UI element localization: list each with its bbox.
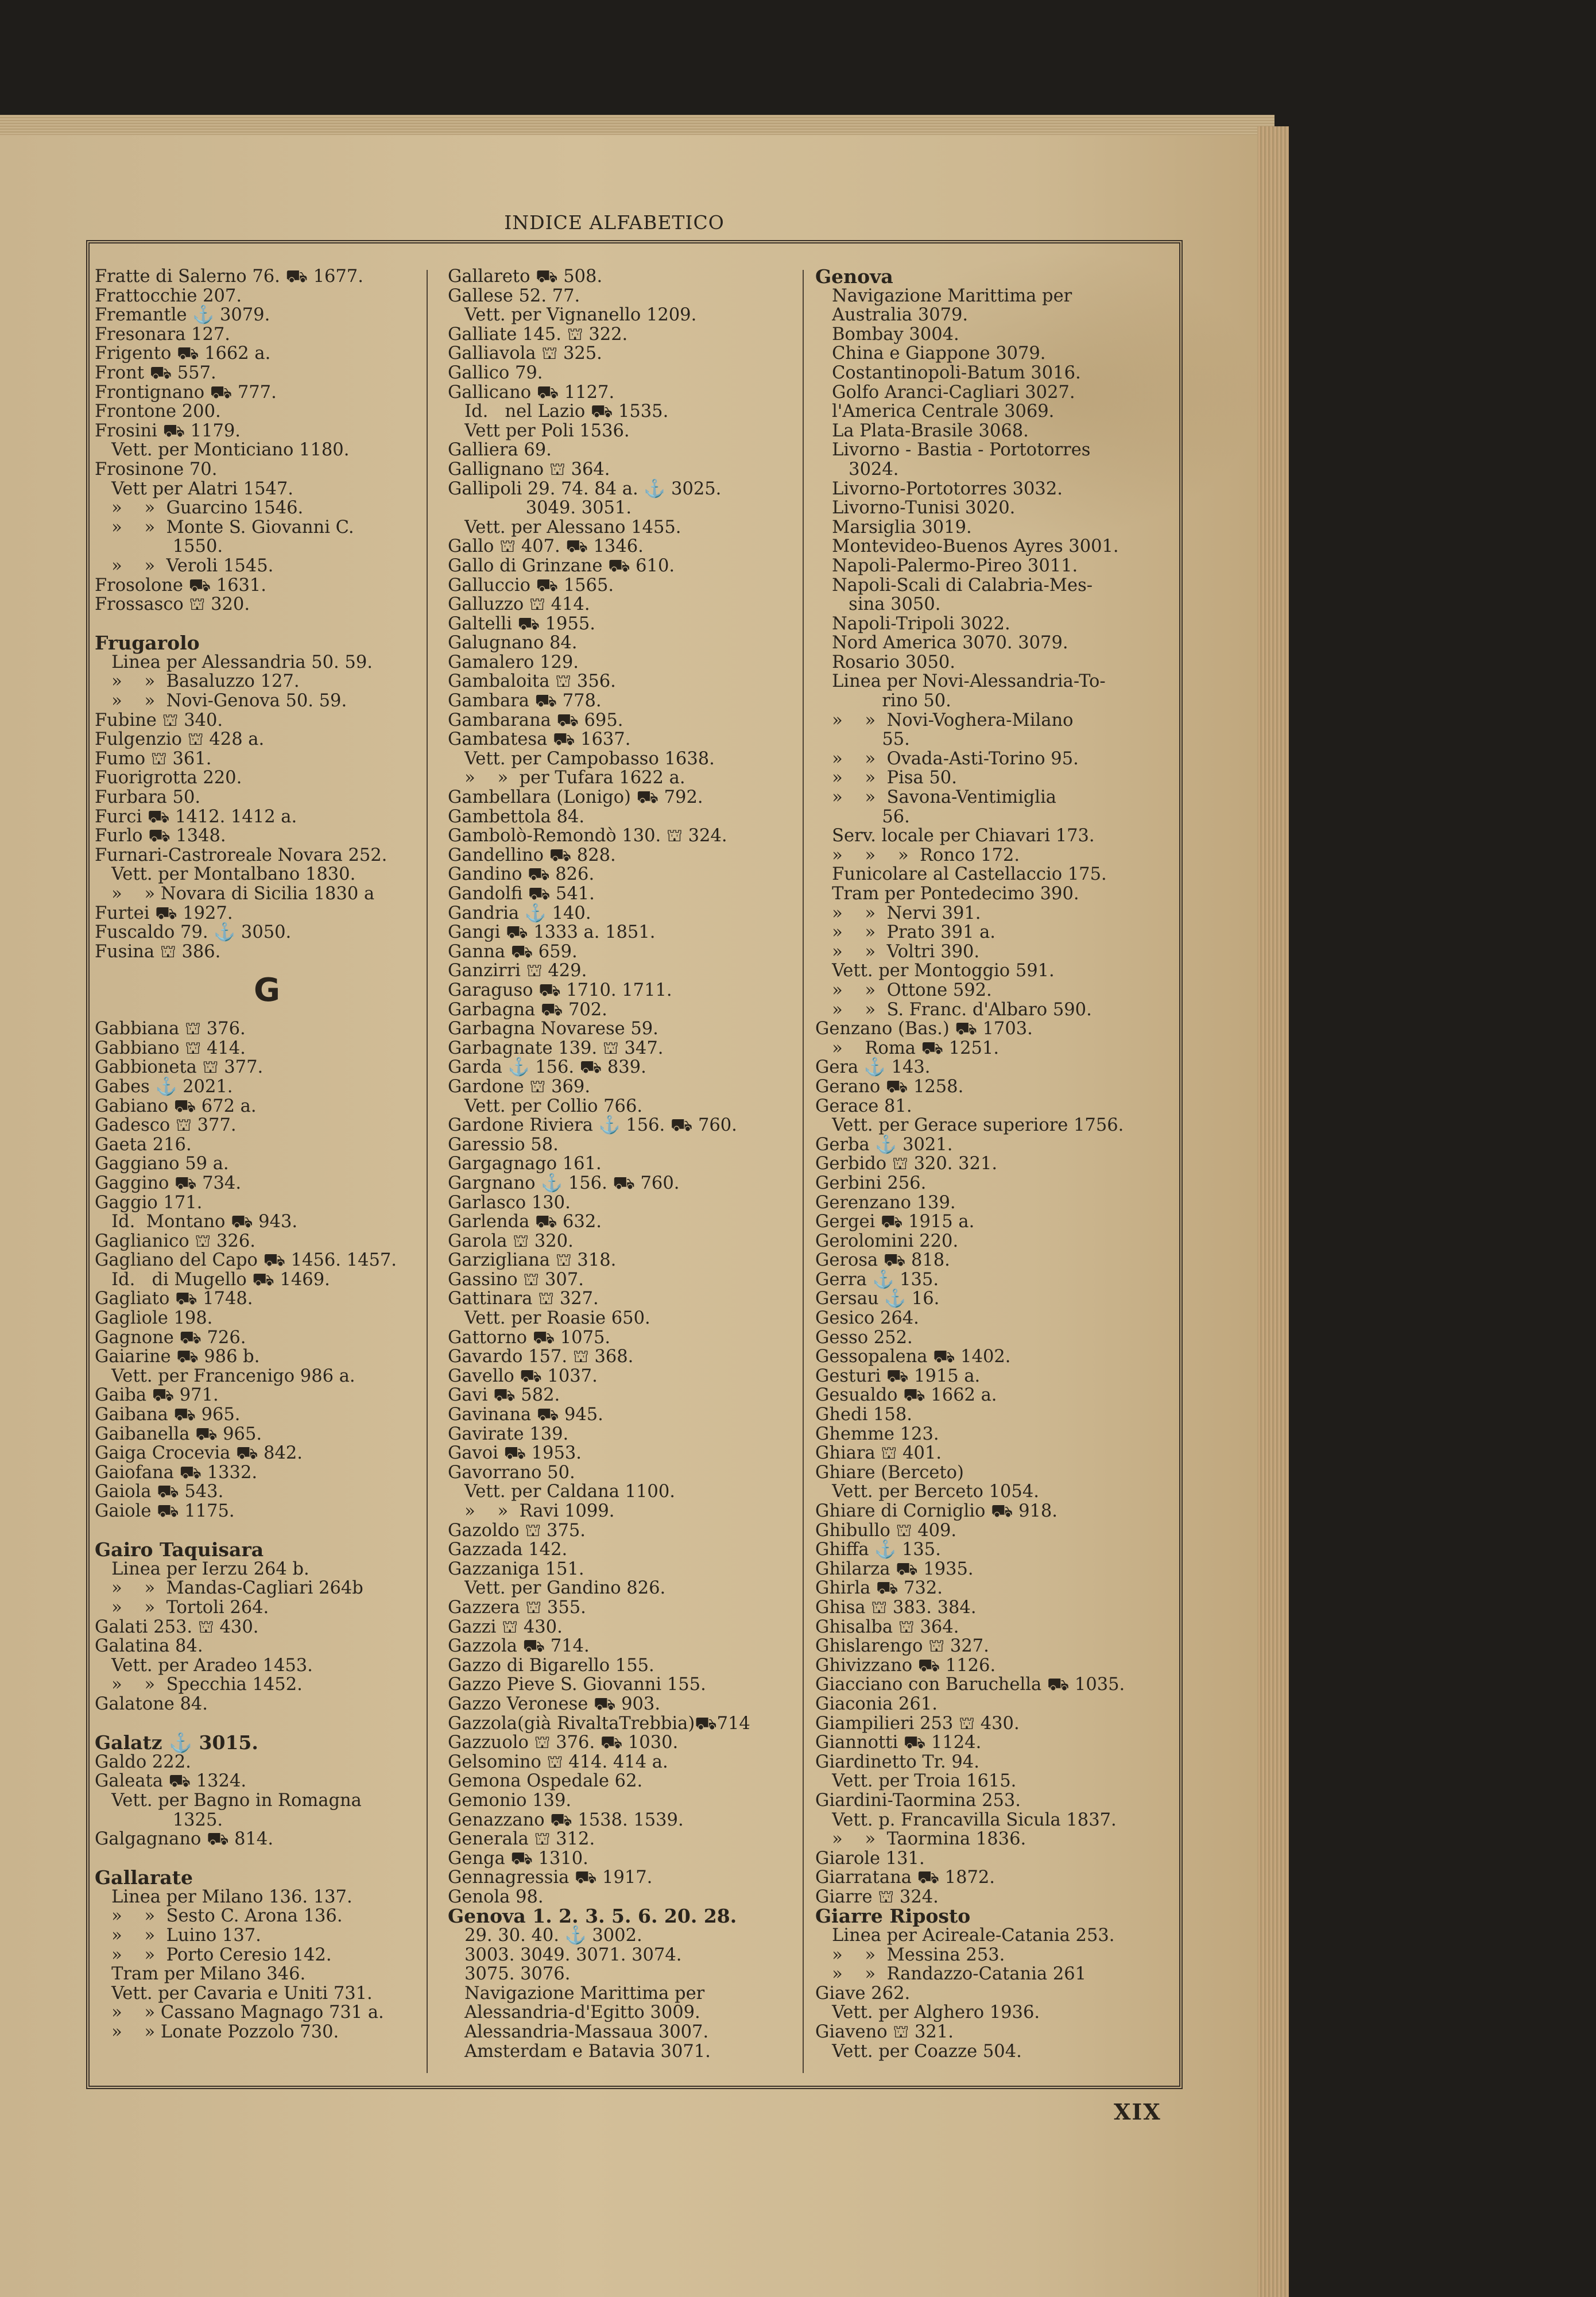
index-entry: » » Veroli 1545.: [95, 555, 274, 576]
index-entry: » » Novi-Voghera-Milano: [815, 710, 1074, 730]
index-entry: » » Specchia 1452.: [95, 1675, 303, 1695]
index-entry: Galatone 84.: [95, 1693, 208, 1714]
index-entry: Ghemme 123.: [815, 1424, 939, 1444]
index-entry: Golfo Aranci-Cagliari 3027.: [815, 382, 1075, 403]
index-entry: Giannotti ⛟ 1124.: [815, 1733, 982, 1753]
index-entry: Ghiara ⛫ 401.: [815, 1443, 942, 1464]
index-entry: Gersau ⚓ 16.: [815, 1289, 940, 1309]
index-entry: Vett. per Campobasso 1638.: [448, 748, 715, 769]
index-entry: Galliate 145. ⛫ 322.: [448, 324, 628, 345]
index-entry: » » Randazzo-Catania 261: [815, 1964, 1087, 1985]
index-entry: [95, 1521, 439, 1541]
index-entry: Giarre ⛫ 324.: [815, 1886, 939, 1907]
section-letter: G: [254, 971, 280, 1009]
index-entry: sina 3050.: [815, 594, 941, 615]
index-entry: » » Cassano Magnago 731 a.: [95, 2002, 384, 2023]
index-entry: Napoli-Palermo-Pireo 3011.: [815, 555, 1078, 576]
index-entry: Galluccio ⛟ 1565.: [448, 575, 614, 595]
index-entry: Furbara 50.: [95, 787, 201, 808]
index-entry: Ghedi 158.: [815, 1405, 912, 1425]
index-entry: Gavi ⛟ 582.: [448, 1385, 560, 1406]
index-entry: Gambarana ⛟ 695.: [448, 710, 623, 730]
index-entry: Gesso 252.: [815, 1327, 913, 1348]
index-entry: Fuorigrotta 220.: [95, 768, 242, 788]
index-heading: Giarre Riposto: [815, 1905, 971, 1928]
index-entry: Gabbioneta ⛫ 377.: [95, 1057, 264, 1078]
index-entry: Furlo ⛟ 1348.: [95, 826, 226, 846]
index-entry: » » Sesto C. Arona 136.: [95, 1906, 343, 1927]
page-stack-side: [1257, 126, 1289, 2297]
index-entry: La Plata-Brasile 3068.: [815, 420, 1029, 441]
index-entry: Vett. per Monticiano 1180.: [95, 440, 350, 461]
index-entry: 3024.: [815, 459, 899, 479]
index-entry: Garlenda ⛟ 632.: [448, 1212, 602, 1232]
index-entry: » » Taormina 1836.: [815, 1829, 1026, 1850]
index-entry: Costantinopoli-Batum 3016.: [815, 362, 1081, 383]
index-entry: Gambatesa ⛟ 1637.: [448, 729, 631, 750]
index-entry: » » » Ronco 172.: [815, 845, 1020, 865]
index-entry: Amsterdam e Batavia 3071.: [448, 2041, 711, 2062]
index-entry: Fulgenzio ⛫ 428 a.: [95, 729, 265, 750]
index-entry: Frossasco ⛫ 320.: [95, 594, 250, 615]
index-entry: » » Novi-Genova 50. 59.: [95, 691, 347, 711]
index-entry: Vett. per Caldana 1100.: [448, 1482, 675, 1502]
index-entry: Alessandria-d'Egitto 3009.: [448, 2002, 700, 2023]
index-entry: Fubine ⛫ 340.: [95, 710, 223, 730]
index-entry: Gagliato ⛟ 1748.: [95, 1289, 253, 1309]
index-entry: Livorno-Tunisi 3020.: [815, 498, 1016, 519]
index-entry: Livorno - Bastia - Portotorres: [815, 440, 1091, 461]
index-entry: Gambolò-Remondò 130. ⛫ 324.: [448, 826, 727, 846]
index-entry: Gaiga Crocevia ⛟ 842.: [95, 1443, 303, 1464]
index-entry: Genzano (Bas.) ⛟ 1703.: [815, 1019, 1033, 1039]
index-entry: Vett. per Aradeo 1453.: [95, 1655, 313, 1676]
index-entry: Bombay 3004.: [815, 324, 959, 345]
index-entry: Gagliole 198.: [95, 1308, 213, 1329]
index-entry: Gassino ⛫ 307.: [448, 1269, 584, 1290]
index-entry: Gardone ⛫ 369.: [448, 1076, 591, 1097]
index-entry: Gagliano del Capo ⛟ 1456. 1457.: [95, 1250, 397, 1271]
index-entry: Linea per Alessandria 50. 59.: [95, 652, 373, 672]
index-entry: Vett. per Bagno in Romagna: [95, 1790, 362, 1811]
index-entry: Galliera 69.: [448, 440, 552, 461]
index-entry: Vett. per Coazze 504.: [815, 2041, 1022, 2062]
index-entry: Gazzera ⛫ 355.: [448, 1597, 586, 1618]
index-entry: » » Guarcino 1546.: [95, 498, 304, 519]
index-entry: Galgagnano ⛟ 814.: [95, 1829, 274, 1850]
index-entry: Giave 262.: [815, 1983, 911, 2004]
index-entry: » » Prato 391 a.: [815, 922, 995, 943]
index-entry: Id. di Mugello ⛟ 1469.: [95, 1269, 330, 1290]
index-entry: Gallo ⛫ 407. ⛟ 1346.: [448, 536, 644, 557]
index-entry: Gaibanella ⛟ 965.: [95, 1424, 262, 1444]
index-entry: Vett. per Roasie 650.: [448, 1308, 650, 1329]
index-entry: Serv. locale per Chiavari 173.: [815, 826, 1095, 846]
index-entry: Ghilarza ⛟ 1935.: [815, 1559, 974, 1579]
index-entry: Vett. p. Francavilla Sicula 1837.: [815, 1809, 1117, 1830]
index-entry: Galdo 222.: [95, 1751, 191, 1772]
index-entry: Gergei ⛟ 1915 a.: [815, 1212, 975, 1232]
index-entry: » Roma ⛟ 1251.: [815, 1038, 1000, 1058]
index-entry: Gazzo di Bigarello 155.: [448, 1655, 654, 1676]
index-entry: Ghirla ⛟ 732.: [815, 1578, 943, 1599]
index-entry: Navigazione Marittima per: [448, 1983, 705, 2004]
index-entry: [95, 614, 439, 634]
index-entry: Frigento ⛟ 1662 a.: [95, 343, 271, 364]
index-entry: Montevideo-Buenos Ayres 3001.: [815, 536, 1119, 557]
index-entry: Gallese 52. 77.: [448, 285, 580, 306]
index-entry: Vett. per Montalbano 1830.: [95, 864, 356, 885]
index-entry: Gaiola ⛟ 543.: [95, 1482, 224, 1502]
index-entry: Gandellino ⛟ 828.: [448, 845, 616, 865]
index-entry: Gallareto ⛟ 508.: [448, 266, 603, 287]
index-entry: Ghivizzano ⛟ 1126.: [815, 1655, 996, 1676]
index-entry: Gazzuolo ⛫ 376. ⛟ 1030.: [448, 1733, 679, 1753]
index-entry: » » Luino 137.: [95, 1925, 261, 1946]
index-entry: Garzigliana ⛫ 318.: [448, 1250, 617, 1271]
index-entry: Vett. per Gandino 826.: [448, 1578, 666, 1599]
index-entry: Linea per Acireale-Catania 253.: [815, 1925, 1115, 1946]
index-entry: Gattinara ⛫ 327.: [448, 1289, 599, 1309]
index-entry: Giaveno ⛫ 321.: [815, 2022, 954, 2043]
index-entry: 3049. 3051.: [448, 498, 632, 519]
index-entry: Gallo di Grinzane ⛟ 610.: [448, 555, 675, 576]
index-entry: Garaguso ⛟ 1710. 1711.: [448, 980, 672, 1000]
index-entry: » » Messina 253.: [815, 1944, 1005, 1965]
index-entry: Furci ⛟ 1412. 1412 a.: [95, 806, 297, 827]
index-entry: Tram per Milano 346.: [95, 1964, 306, 1985]
index-entry: Fusina ⛫ 386.: [95, 941, 221, 962]
index-entry: Gaggio 171.: [95, 1192, 203, 1213]
index-entry: » » Mandas-Cagliari 264b: [95, 1578, 363, 1599]
index-entry: Linea per Novi-Alessandria-To-: [815, 671, 1106, 692]
index-entry: Ghisalba ⛫ 364.: [815, 1617, 959, 1637]
index-entry: Ghiare (Berceto): [815, 1462, 964, 1483]
index-entry: Gerace 81.: [815, 1096, 912, 1116]
index-entry: Gerano ⛟ 1258.: [815, 1076, 964, 1097]
index-entry: Genazzano ⛟ 1538. 1539.: [448, 1809, 684, 1830]
index-entry: Rosario 3050.: [815, 652, 955, 672]
index-entry: [95, 1714, 439, 1734]
index-entry: Alessandria-Massaua 3007.: [448, 2022, 709, 2043]
index-entry: Fratte di Salerno 76. ⛟ 1677.: [95, 266, 363, 287]
index-entry: Galati 253. ⛫ 430.: [95, 1617, 259, 1637]
index-entry: Gaiarine ⛟ 986 b.: [95, 1347, 260, 1367]
index-column-1: [95, 267, 439, 2042]
index-heading: Gairo Taquisara: [95, 1538, 264, 1561]
index-entry: 3075. 3076.: [448, 1964, 571, 1985]
index-entry: Gera ⚓ 143.: [815, 1057, 931, 1078]
index-entry: rino 50.: [815, 691, 951, 711]
index-entry: Gaibana ⛟ 965.: [95, 1405, 241, 1425]
index-entry: Garda ⚓ 156. ⛟ 839.: [448, 1057, 646, 1078]
index-entry: Australia 3079.: [815, 305, 969, 326]
index-entry: Gagnone ⛟ 726.: [95, 1327, 246, 1348]
index-entry: Gambaloita ⛫ 356.: [448, 671, 616, 692]
index-entry: Galtelli ⛟ 1955.: [448, 613, 595, 634]
index-entry: Garbagna ⛟ 702.: [448, 999, 607, 1020]
index-entry: Gaiba ⛟ 971.: [95, 1385, 219, 1406]
index-entry: Gazzo Veronese ⛟ 903.: [448, 1693, 661, 1714]
index-entry: China e Giappone 3079.: [815, 343, 1046, 364]
index-entry: » » Ravi 1099.: [448, 1501, 615, 1521]
index-entry: Gaiole ⛟ 1175.: [95, 1501, 235, 1521]
index-entry: Gavinana ⛟ 945.: [448, 1405, 603, 1425]
index-entry: Furnari-Castroreale Novara 252.: [95, 845, 388, 865]
index-entry: » » Savona-Ventimiglia: [815, 787, 1056, 808]
index-entry: Gadesco ⛫ 377.: [95, 1115, 237, 1136]
index-entry: Gerbido ⛫ 320. 321.: [815, 1154, 998, 1174]
index-entry: Gazzola ⛟ 714.: [448, 1636, 590, 1657]
index-entry: Gazoldo ⛫ 375.: [448, 1520, 586, 1541]
index-entry: Tram per Pontedecimo 390.: [815, 884, 1079, 904]
index-entry: Navigazione Marittima per: [815, 285, 1072, 306]
index-entry: Vett per Alatri 1547.: [95, 478, 293, 499]
index-entry: Frosolone ⛟ 1631.: [95, 575, 267, 595]
index-entry: Vett. per Alessano 1455.: [448, 517, 681, 537]
index-entry: Ghisa ⛫ 383. 384.: [815, 1597, 977, 1618]
index-entry: Galliavola ⛫ 325.: [448, 343, 602, 364]
index-entry: » » Tortoli 264.: [95, 1597, 269, 1618]
index-entry: Gaggino ⛟ 734.: [95, 1173, 242, 1193]
index-entry: » » Lonate Pozzolo 730.: [95, 2022, 339, 2043]
index-entry: Gabbiana ⛫ 376.: [95, 1019, 246, 1039]
index-entry: Gargagnago 161.: [448, 1154, 602, 1174]
index-entry: Id. Montano ⛟ 943.: [95, 1212, 298, 1232]
index-entry: Napoli-Scali di Calabria-Mes-: [815, 575, 1093, 595]
index-entry: Garlasco 130.: [448, 1192, 571, 1213]
index-entry: Gabes ⚓ 2021.: [95, 1076, 233, 1097]
index-entry: Gazzo Pieve S. Giovanni 155.: [448, 1675, 706, 1695]
index-entry: Garessio 58.: [448, 1134, 559, 1155]
index-entry: Vett. per Francenigo 986 a.: [95, 1366, 355, 1386]
index-entry: Gemonio 139.: [448, 1790, 572, 1811]
index-entry: Vett. per Cavaria e Uniti 731.: [95, 1983, 373, 2004]
index-entry: Fumo ⛫ 361.: [95, 748, 212, 769]
index-entry: Gallipoli 29. 74. 84 a. ⚓ 3025.: [448, 478, 722, 499]
index-entry: Gavoi ⛟ 1953.: [448, 1443, 582, 1464]
index-entry: Gennagressia ⛟ 1917.: [448, 1867, 653, 1888]
index-entry: Gerba ⚓ 3021.: [815, 1134, 953, 1155]
index-entry: Gamalero 129.: [448, 652, 579, 672]
index-entry: Giaconia 261.: [815, 1693, 938, 1714]
index-entry: Gazzi ⛫ 430.: [448, 1617, 563, 1637]
index-entry: » » Novara di Sicilia 1830 a: [95, 884, 375, 904]
index-entry: Galluzzo ⛫ 414.: [448, 594, 590, 615]
index-entry: Gabiano ⛟ 672 a.: [95, 1096, 257, 1116]
index-entry: Vett. per Gerace superiore 1756.: [815, 1115, 1124, 1136]
index-entry: Gambara ⛟ 778.: [448, 691, 602, 711]
index-entry: Id. nel Lazio ⛟ 1535.: [448, 401, 669, 422]
index-entry: Frosini ⛟ 1179.: [95, 420, 241, 441]
index-entry: » » Porto Ceresio 142.: [95, 1944, 332, 1965]
index-entry: Gandolfi ⛟ 541.: [448, 884, 595, 904]
index-entry: Giardinetto Tr. 94.: [815, 1751, 979, 1772]
index-entry: Gelsomino ⛫ 414. 414 a.: [448, 1751, 668, 1772]
index-entry: 55.: [815, 729, 910, 750]
index-entry: Vett. per Collio 766.: [448, 1096, 643, 1116]
index-entry: Giampilieri 253 ⛫ 430.: [815, 1713, 1020, 1734]
index-entry: Genola 98.: [448, 1886, 544, 1907]
index-entry: Front ⛟ 557.: [95, 362, 216, 383]
index-entry: Generala ⛫ 312.: [448, 1829, 595, 1850]
index-entry: Livorno-Portotorres 3032.: [815, 478, 1063, 499]
index-entry: Galeata ⛟ 1324.: [95, 1771, 247, 1792]
index-entry: Furtei ⛟ 1927.: [95, 903, 233, 923]
index-entry: Vett per Poli 1536.: [448, 420, 630, 441]
index-entry: 56.: [815, 806, 910, 827]
index-entry: Gerbini 256.: [815, 1173, 927, 1193]
index-entry: 3003. 3049. 3071. 3074.: [448, 1944, 682, 1965]
index-entry: Gaglianico ⛫ 326.: [95, 1231, 255, 1251]
index-entry: Vett. per Vignanello 1209.: [448, 305, 697, 326]
index-heading: Genova: [815, 265, 893, 288]
page-number: XIX: [1114, 2099, 1161, 2125]
index-entry: » » Ovada-Asti-Torino 95.: [815, 748, 1079, 769]
index-entry: Frontignano ⛟ 777.: [95, 382, 277, 403]
index-entry: Frosinone 70.: [95, 459, 218, 479]
index-entry: Vett. per Berceto 1054.: [815, 1482, 1039, 1502]
page-stack-edge: [0, 115, 1275, 138]
index-entry: Galugnano 84.: [448, 633, 578, 653]
index-entry: » » Nervi 391.: [815, 903, 981, 923]
index-entry: Marsiglia 3019.: [815, 517, 972, 537]
index-heading: Frugarolo: [95, 632, 200, 655]
index-entry: Vett. per Troia 1615.: [815, 1771, 1017, 1792]
index-entry: Gerosa ⛟ 818.: [815, 1250, 950, 1271]
index-entry: Ghibullo ⛫ 409.: [815, 1520, 957, 1541]
index-entry: » » Ottone 592.: [815, 980, 992, 1000]
index-entry: Vett. per Montoggio 591.: [815, 961, 1055, 981]
index-entry: Gallico 79.: [448, 362, 543, 383]
index-entry: Gardone Riviera ⚓ 156. ⛟ 760.: [448, 1115, 737, 1136]
index-entry: Funicolare al Castellaccio 175.: [815, 864, 1107, 885]
index-entry: Garola ⛫ 320.: [448, 1231, 574, 1251]
index-entry: Garbagnate 139. ⛫ 347.: [448, 1038, 664, 1058]
index-entry: Linea per Milano 136. 137.: [95, 1886, 352, 1907]
index-entry: Giardini-Taormina 253.: [815, 1790, 1021, 1811]
index-entry: Gazzaniga 151.: [448, 1559, 584, 1579]
index-column-2: [448, 267, 804, 2061]
index-entry: Fremantle ⚓ 3079.: [95, 305, 270, 326]
index-entry: Giarole 131.: [815, 1848, 925, 1869]
index-entry: » » Pisa 50.: [815, 768, 957, 788]
index-heading: Gallarate: [95, 1866, 193, 1889]
index-entry: [95, 1849, 439, 1869]
index-entry: » » Basaluzzo 127.: [95, 671, 300, 692]
index-entry: Gandria ⚓ 140.: [448, 903, 591, 923]
index-entry: » » S. Franc. d'Albaro 590.: [815, 999, 1092, 1020]
index-entry: Gattorno ⛟ 1075.: [448, 1327, 611, 1348]
index-heading: Galatz ⚓ 3015.: [95, 1731, 258, 1754]
index-entry: Linea per Ierzu 264 b.: [95, 1559, 309, 1579]
index-entry: Giarratana ⛟ 1872.: [815, 1867, 995, 1888]
index-entry: Gazzada 142.: [448, 1540, 568, 1560]
index-entry: Ganzirri ⛫ 429.: [448, 961, 587, 981]
index-entry: Gambellara (Lonigo) ⛟ 792.: [448, 787, 703, 808]
index-entry: Gambettola 84.: [448, 806, 585, 827]
index-entry: Gavardo 157. ⛫ 368.: [448, 1347, 634, 1367]
index-entry: 1325.: [95, 1809, 223, 1830]
index-entry: Napoli-Tripoli 3022.: [815, 613, 1010, 634]
index-entry: Gallignano ⛫ 364.: [448, 459, 610, 479]
index-entry: Frattocchie 207.: [95, 285, 242, 306]
index-entry: Gessopalena ⛟ 1402.: [815, 1347, 1011, 1367]
index-entry: Gavello ⛟ 1037.: [448, 1366, 598, 1386]
index-entry: Gaeta 216.: [95, 1134, 192, 1155]
index-entry: Ghislarengo ⛫ 327.: [815, 1636, 989, 1657]
index-entry: Fresonara 127.: [95, 324, 231, 345]
index-entry: Genga ⛟ 1310.: [448, 1848, 588, 1869]
index-entry: Gaiofana ⛟ 1332.: [95, 1462, 258, 1483]
index-entry: Gavirate 139.: [448, 1424, 569, 1444]
index-entry: Gabbiano ⛫ 414.: [95, 1038, 246, 1058]
index-entry: Ghiare di Corniglio ⛟ 918.: [815, 1501, 1057, 1521]
index-entry: Frontone 200.: [95, 401, 221, 422]
index-entry: Gesico 264.: [815, 1308, 919, 1329]
index-entry: Nord America 3070. 3079.: [815, 633, 1068, 653]
index-column-3: [815, 267, 1177, 2061]
index-entry: Gargnano ⚓ 156. ⛟ 760.: [448, 1173, 680, 1193]
index-entry: Ganna ⛟ 659.: [448, 941, 578, 962]
index-entry: Fuscaldo 79. ⚓ 3050.: [95, 922, 292, 943]
index-entry: l'America Centrale 3069.: [815, 401, 1055, 422]
index-entry: Gallicano ⛟ 1127.: [448, 382, 615, 403]
index-entry: Ghiffa ⚓ 135.: [815, 1540, 941, 1560]
index-entry: 1550.: [95, 536, 223, 557]
index-entry: Gerra ⚓ 135.: [815, 1269, 939, 1290]
index-entry: Giacciano con Baruchella ⛟ 1035.: [815, 1675, 1125, 1695]
index-entry: Gesturi ⛟ 1915 a.: [815, 1366, 981, 1386]
index-entry: 29. 30. 40. ⚓ 3002.: [448, 1925, 642, 1946]
index-entry: Gesualdo ⛟ 1662 a.: [815, 1385, 997, 1406]
index-entry: » » per Tufara 1622 a.: [448, 768, 685, 788]
index-entry: Garbagna Novarese 59.: [448, 1019, 658, 1039]
index-entry: Gavorrano 50.: [448, 1462, 575, 1483]
page-header: INDICE ALFABETICO: [504, 211, 725, 234]
index-entry: Gazzola(già RivaltaTrebbia)⛟714: [448, 1713, 750, 1734]
index-entry: Gerenzano 139.: [815, 1192, 956, 1213]
index-entry: Galatina 84.: [95, 1636, 203, 1657]
index-entry: Gaggiano 59 a.: [95, 1154, 229, 1174]
index-entry: Vett. per Alghero 1936.: [815, 2002, 1040, 2023]
index-entry: Gandino ⛟ 826.: [448, 864, 595, 885]
index-entry: Gemona Ospedale 62.: [448, 1771, 643, 1792]
index-entry: » » Monte S. Giovanni C.: [95, 517, 354, 537]
index-entry: Gerolomini 220.: [815, 1231, 959, 1251]
index-entry: » » Voltri 390.: [815, 941, 980, 962]
index-heading: Genova 1. 2. 3. 5. 6. 20. 28.: [448, 1905, 737, 1928]
index-entry: Gangi ⛟ 1333 a. 1851.: [448, 922, 656, 943]
